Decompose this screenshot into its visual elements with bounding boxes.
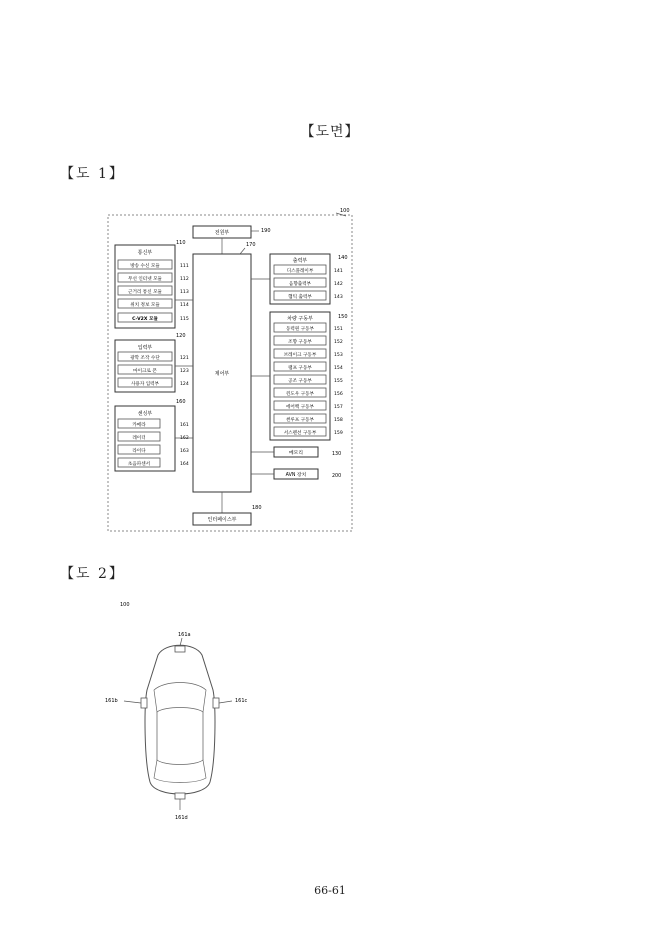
input-item-ref: 121: [180, 356, 189, 361]
drive-ref: 150: [338, 314, 348, 320]
drive-item-ref: 155: [334, 379, 343, 384]
output-item-ref: 142: [334, 282, 343, 287]
sensor-rear-ref: 161d: [175, 815, 188, 821]
comm-title: 통신부: [137, 250, 153, 256]
drive-item: 썬루프 구동부: [285, 418, 315, 423]
sensing-item: 레이더: [132, 436, 146, 441]
input-item-ref: 123: [180, 369, 189, 374]
comm-item-ref: 113: [180, 290, 189, 295]
output-item: 햅틱 출력부: [288, 295, 312, 300]
input-title: 입력부: [137, 345, 153, 351]
comm-item: 방송 수신 모듈: [130, 264, 160, 269]
sensing-item-ref: 162: [180, 436, 189, 441]
interface-text: 인터페이스부: [207, 517, 237, 523]
comm-item-ref: 115: [180, 317, 189, 322]
drive-item: 조향 구동부: [288, 340, 312, 345]
drive-item: 공조 구동부: [288, 379, 312, 384]
sensing-item: 초음파센서: [127, 462, 151, 467]
sensing-item-ref: 161: [180, 423, 189, 428]
drive-item: 램프 구동부: [288, 366, 312, 371]
comm-item-ref: 111: [180, 264, 189, 269]
drive-item-ref: 157: [334, 405, 343, 410]
memory-text: 메모리: [289, 451, 303, 456]
figure-1-label: 【도 1】: [60, 166, 125, 182]
vehicle-body: [145, 645, 215, 794]
controller-text: 제어부: [214, 371, 230, 377]
drive-item: 에어백 구동부: [285, 405, 315, 410]
memory-ref: 130: [332, 452, 342, 457]
drive-item: 서스펜션 구동부: [283, 431, 317, 436]
sensor-front-ref: 161a: [178, 632, 191, 638]
sensing-item-ref: 163: [180, 449, 189, 454]
output-ref: 140: [338, 255, 348, 261]
drive-item-ref: 156: [334, 392, 343, 397]
drive-item-ref: 158: [334, 418, 343, 423]
input-item: 사용자 입력부: [130, 382, 160, 387]
rear-window: [154, 760, 206, 783]
input-ref: 120: [176, 333, 186, 339]
sensing-item: 카메라: [132, 423, 146, 428]
input-item: 광학 조작 수단: [130, 356, 160, 361]
drive-item-ref: 159: [334, 431, 343, 436]
output-item: 디스플레이부: [286, 269, 314, 274]
power-text: 전원부: [214, 230, 230, 236]
ref-vehicle: 100: [120, 602, 130, 608]
ref-outer: 100: [340, 208, 350, 214]
sensor-left-ref: 161b: [105, 698, 118, 704]
comm-item-ref: 114: [180, 303, 189, 308]
drive-item-ref: 152: [334, 340, 343, 345]
output-item-ref: 143: [334, 295, 343, 300]
left-sensor: [141, 698, 147, 708]
page-heading: 【도면】: [300, 124, 360, 140]
sensing-ref: 160: [176, 399, 186, 405]
figure-2-label: 【도 2】: [60, 566, 125, 582]
drive-title: 차량 구동부: [287, 316, 313, 322]
comm-ref: 110: [176, 240, 186, 246]
rear-sensor: [175, 793, 185, 799]
windshield: [154, 683, 206, 713]
avn-text: AVN 장치: [285, 473, 307, 478]
output-item-ref: 141: [334, 269, 343, 274]
sensing-item: 라이다: [132, 449, 146, 454]
drive-item: 동력원 구동부: [285, 327, 315, 332]
power-ref: 190: [261, 228, 271, 234]
sensor-right-ref: 161c: [235, 698, 248, 704]
right-sensor: [213, 698, 219, 708]
interface-ref: 180: [252, 505, 262, 511]
comm-item: 근거리 통신 모듈: [128, 290, 162, 295]
comm-item: 무선 인터넷 모듈: [128, 277, 162, 282]
comm-item: 위치 정보 모듈: [130, 303, 160, 308]
output-title: 출력부: [292, 258, 308, 264]
drive-item-ref: 154: [334, 366, 343, 371]
output-item: 음향출력부: [288, 282, 312, 287]
comm-item: C-V2X 모듈: [132, 317, 158, 322]
drive-item: 윈도우 구동부: [285, 392, 315, 397]
comm-item-ref: 112: [180, 277, 189, 282]
input-item-ref: 124: [180, 382, 189, 387]
page-number: 66-61: [314, 884, 346, 897]
drive-item-ref: 151: [334, 327, 343, 332]
input-item: 마이크로 폰: [133, 369, 157, 374]
drive-item-ref: 153: [334, 353, 343, 358]
sensing-title: 센싱부: [137, 411, 153, 417]
drive-item: 브레이크 구동부: [283, 353, 317, 358]
front-sensor: [175, 646, 185, 652]
sensing-item-ref: 164: [180, 462, 189, 467]
avn-ref: 200: [332, 474, 342, 479]
controller-ref: 170: [246, 242, 256, 248]
